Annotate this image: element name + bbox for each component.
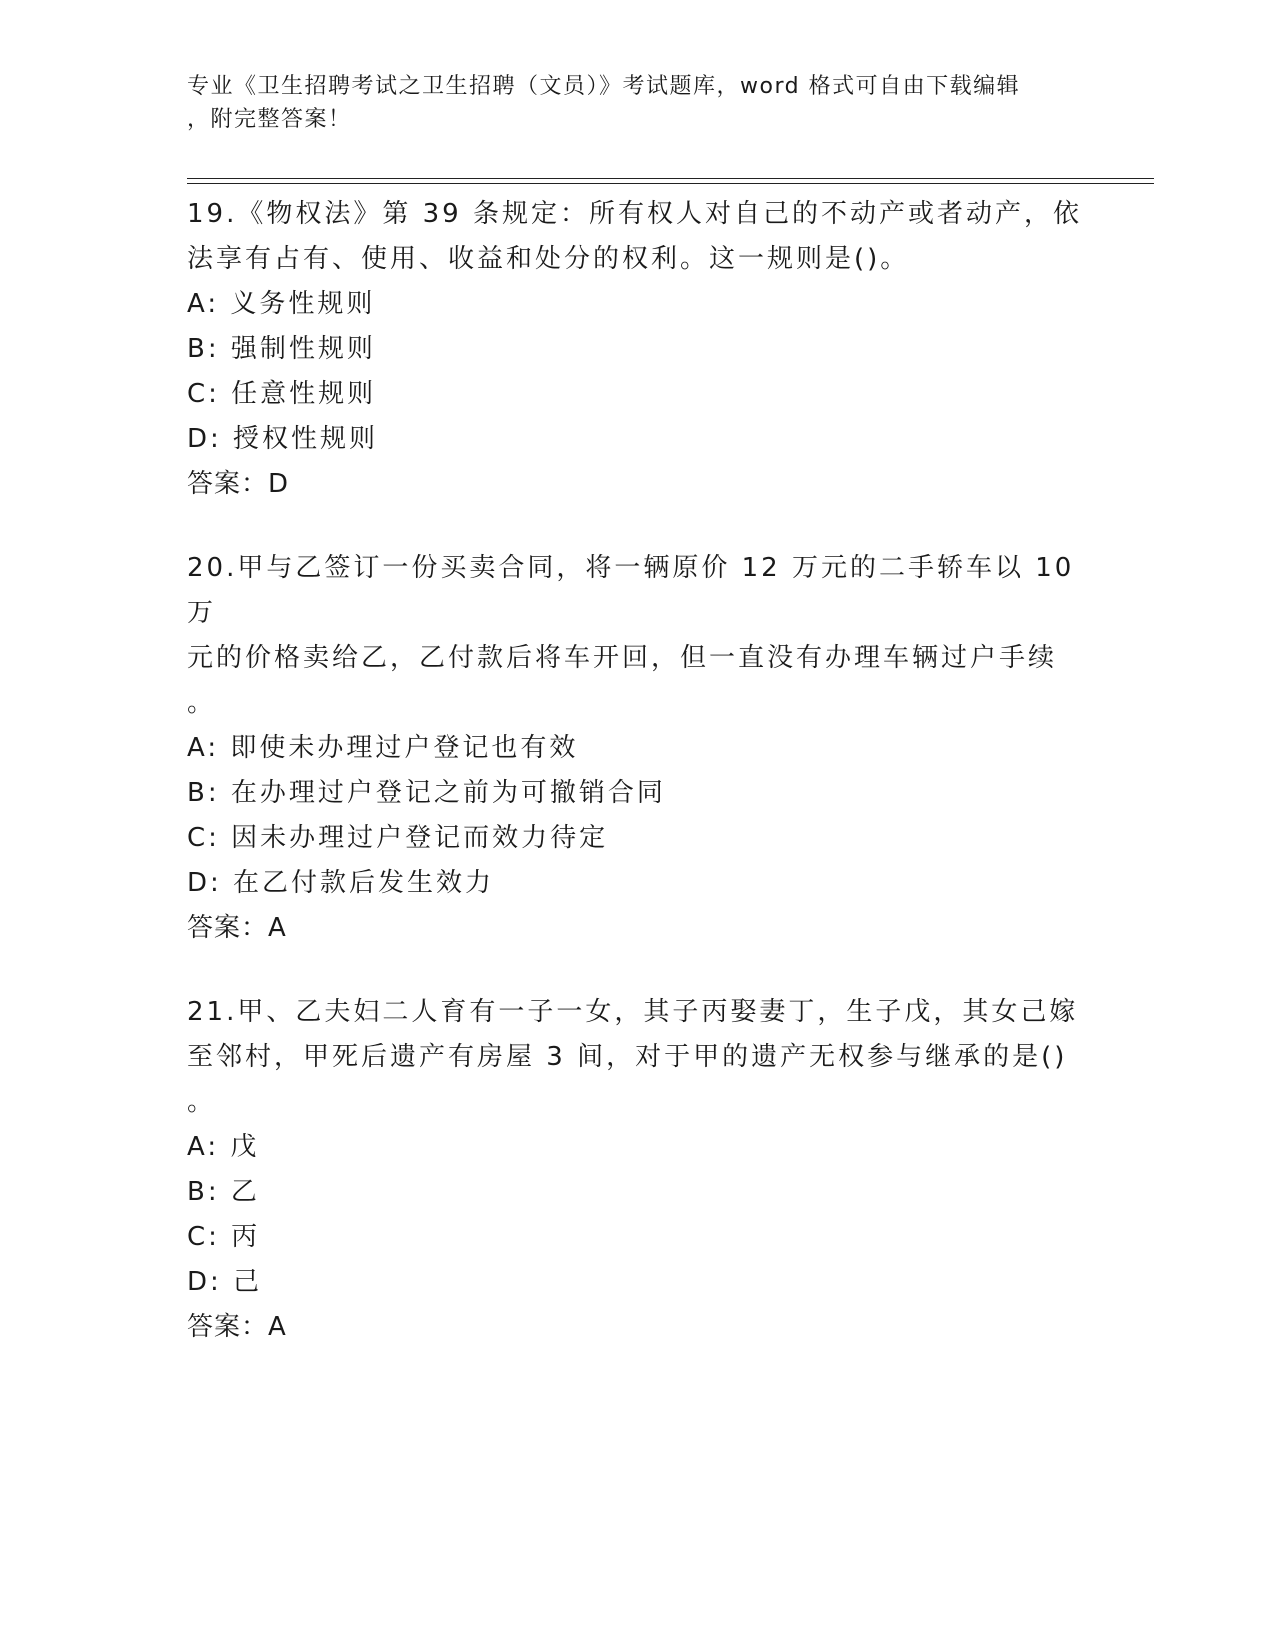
question-stem-line: 。	[187, 1087, 217, 1117]
option-c: C: 因未办理过户登记而效力待定	[187, 823, 609, 853]
question-21	[187, 990, 1087, 1350]
option-b: B: 乙	[187, 1177, 260, 1207]
option-b: B: 强制性规则	[187, 334, 376, 364]
question-stem-line: 20.甲与乙签订一份买卖合同，将一辆原价 12 万元的二手轿车以 10 万	[187, 553, 1075, 628]
question-20	[187, 546, 1087, 951]
question-stem-line: 19.《物权法》第 39 条规定：所有权人对自己的不动产或者动产，依	[187, 199, 1082, 229]
option-c: C: 丙	[187, 1222, 261, 1252]
question-stem-line: 。	[187, 688, 217, 718]
option-d: D: 己	[187, 1267, 263, 1297]
answer: 答案：A	[187, 913, 287, 943]
option-d: D: 在乙付款后发生效力	[187, 868, 495, 898]
question-stem-line: 至邻村，甲死后遗产有房屋 3 间，对于甲的遗产无权参与继承的是()	[187, 1042, 1068, 1072]
question-stem	[187, 546, 1087, 726]
option-a: A: 即使未办理过户登记也有效	[187, 733, 579, 763]
option-a: A: 戊	[187, 1132, 260, 1162]
question-stem-line: 元的价格卖给乙，乙付款后将车开回，但一直没有办理车辆过户手续	[187, 643, 1058, 673]
header-line-2: ，附完整答案！	[187, 107, 352, 132]
option-a: A: 义务性规则	[187, 289, 376, 319]
header-line-1: 专业《卫生招聘考试之卫生招聘（文员）》考试题库，word 格式可自由下载编辑	[187, 74, 1021, 99]
answer: 答案：A	[187, 1312, 287, 1342]
question-stem	[187, 192, 1087, 282]
question-stem	[187, 990, 1087, 1125]
document-header	[187, 70, 1067, 136]
answer: 答案：D	[187, 469, 290, 499]
option-b: B: 在办理过户登记之前为可撤销合同	[187, 778, 666, 808]
option-c: C: 任意性规则	[187, 379, 377, 409]
question-19	[187, 192, 1087, 507]
question-list	[187, 192, 1087, 1389]
question-stem-line: 法享有占有、使用、收益和处分的权利。这一规则是()。	[187, 244, 910, 274]
header-divider-top	[187, 178, 1154, 179]
header-divider-bottom	[187, 183, 1154, 184]
question-stem-line: 21.甲、乙夫妇二人育有一子一女，其子丙娶妻丁，生子戊，其女己嫁	[187, 997, 1079, 1027]
option-d: D: 授权性规则	[187, 424, 379, 454]
